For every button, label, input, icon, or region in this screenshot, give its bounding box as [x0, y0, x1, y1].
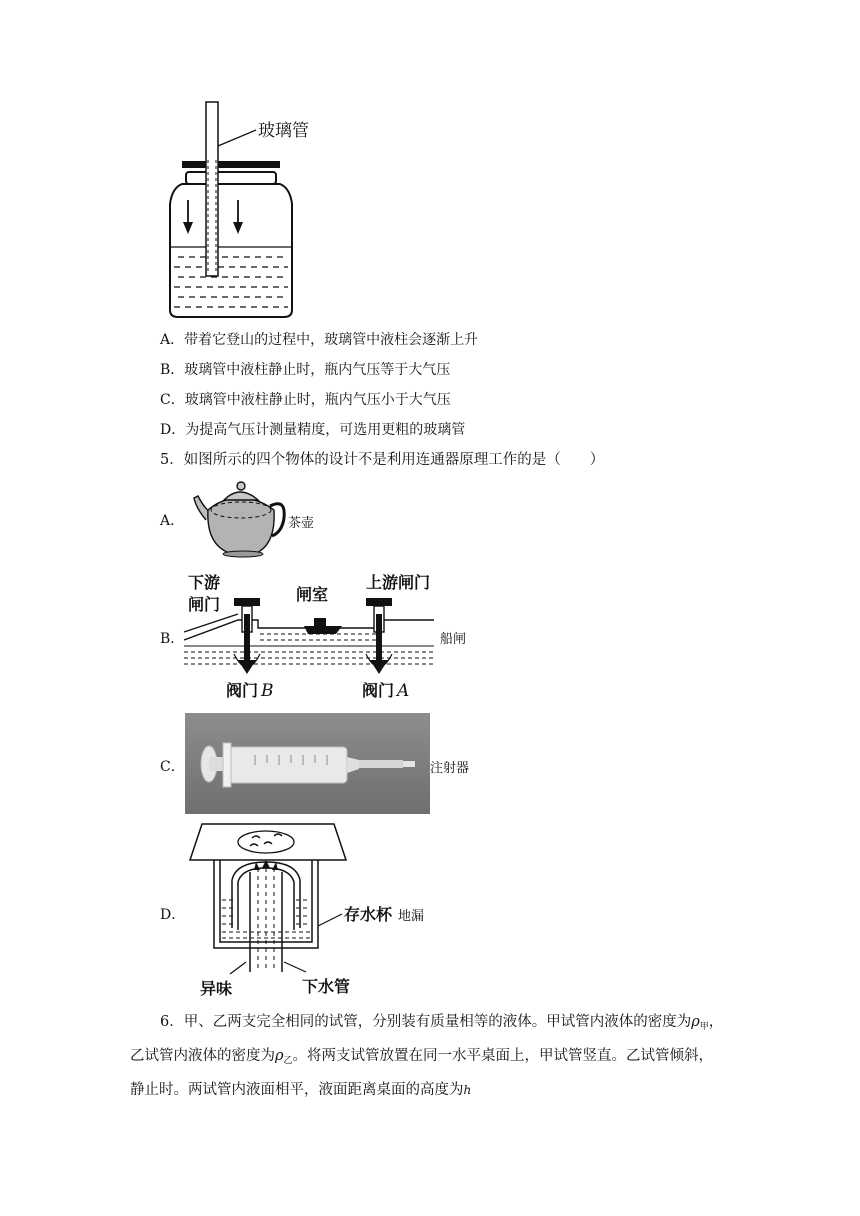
q6-line-1-end: ，: [708, 1014, 724, 1030]
q5-option-a-letter: A．: [160, 513, 185, 529]
valve-a-text: 阀门: [362, 681, 395, 700]
q5-option-c-letter: C．: [160, 759, 185, 775]
q4-option-d: D．为提高气压计测量精度，可选用更粗的玻璃管: [160, 422, 466, 438]
cup-label: 存水杯: [344, 905, 393, 924]
odor-label: 异味: [200, 979, 233, 998]
tube-label: 玻璃管: [258, 121, 309, 141]
rho-jia-subscript: 甲: [699, 1022, 709, 1032]
valve-a-letter: A: [397, 681, 410, 701]
rho-jia: ρ: [691, 1014, 700, 1030]
q5-stem: 5．如图所示的四个物体的设计不是利用连通器原理工作的是（ ）: [160, 452, 605, 468]
ship-lock-diagram: [176, 568, 440, 706]
q6-line-3-text: 静止时。两试管内液面相平，液面距离桌面的高度为: [130, 1082, 464, 1098]
downstream-gate-label-1: 下游: [188, 573, 221, 592]
q5-option-b-letter: B．: [160, 631, 185, 647]
upstream-gate-label: 上游闸门: [366, 573, 431, 592]
rho-yi: ρ: [275, 1048, 284, 1064]
downstream-gate-label-2: 闸门: [188, 595, 221, 614]
q5-option-c-caption: 注射器: [430, 761, 470, 776]
pipe-label: 下水管: [302, 977, 351, 996]
syringe-photo: [185, 713, 430, 814]
q6-line-2-text-a: 乙试管内液体的密度为: [130, 1048, 275, 1064]
floor-drain-diagram: [186, 822, 418, 1000]
q6-line-1-text: 6．甲、乙两支完全相同的试管，分别装有质量相等的液体。甲试管内液体的密度为: [160, 1014, 692, 1030]
height-symbol: h: [463, 1083, 472, 1097]
valve-b-letter: B: [261, 681, 274, 701]
q6-line-2-text-b: 。将两支试管放置在同一水平桌面上，甲试管竖直。乙试管倾斜，: [292, 1048, 714, 1064]
q4-option-c: C．玻璃管中液柱静止时，瓶内气压小于大气压: [160, 392, 451, 408]
chamber-label: 闸室: [296, 585, 329, 604]
q4-option-a: A．带着它登山的过程中，玻璃管中液柱会逐渐上升: [160, 332, 479, 348]
q4-option-b: B．玻璃管中液柱静止时，瓶内气压等于大气压: [160, 362, 451, 378]
q6-line-2: [130, 1046, 713, 1071]
q5-option-d-letter: D．: [160, 907, 186, 923]
q6-line-3: [130, 1080, 471, 1100]
valve-b-text: 阀门: [226, 681, 259, 700]
teapot-image: [192, 474, 288, 560]
q6-line-1: [160, 1012, 723, 1037]
barometer-figure: [150, 100, 350, 322]
q5-option-b-caption: 船闸: [440, 632, 467, 647]
rho-yi-subscript: 乙: [283, 1056, 293, 1066]
q5-option-d-caption: 地漏: [398, 909, 425, 924]
q5-option-a-caption: 茶壶: [288, 516, 315, 531]
